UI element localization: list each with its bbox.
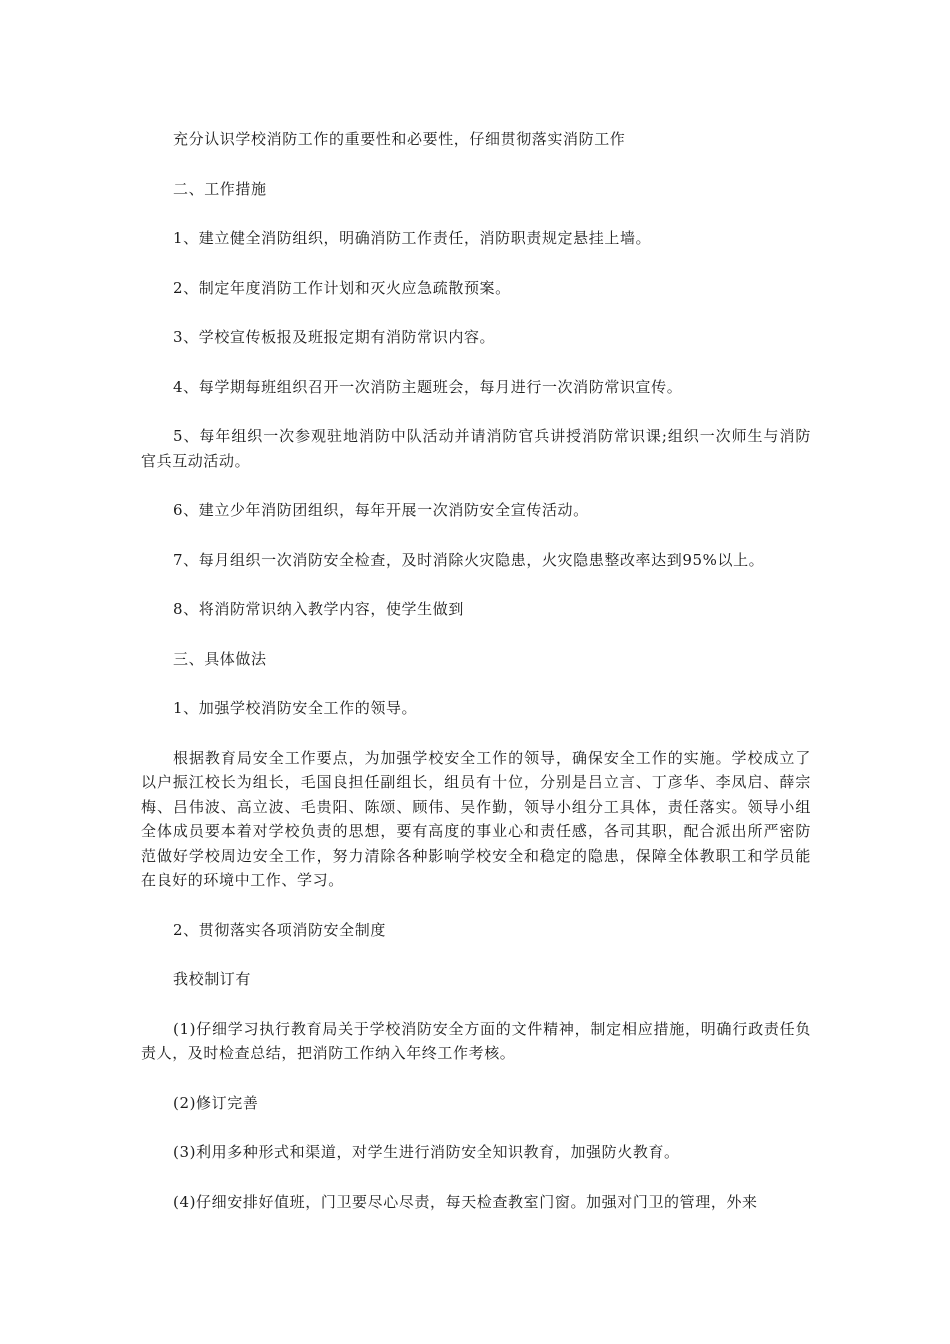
- list-item: (1)仔细学习执行教育局关于学校消防安全方面的文件精神，制定相应措施，明确行政责任负责人，及时检查总结，把消防工作纳入年终工作考核。: [141, 1019, 811, 1062]
- list-item: 4、每学期每班组织召开一次消防主题班会，每月进行一次消防常识宣传。: [173, 377, 683, 396]
- list-item: (3)利用多种形式和渠道，对学生进行消防安全知识教育，加强防火教育。: [173, 1143, 680, 1161]
- paragraph: 我校制订有: [173, 970, 252, 988]
- list-item: 7、每月组织一次消防安全检查，及时消除火灾隐患，火灾隐患整改率达到95%以上。: [173, 550, 765, 569]
- list-item: 1、建立健全消防组织，明确消防工作责任，消防职责规定悬挂上墙。: [173, 229, 652, 247]
- paragraph: 充分认识学校消防工作的重要性和必要性，仔细贯彻落实消防工作: [173, 130, 626, 148]
- document-body: [141, 120, 811, 1214]
- list-item: (4)仔细安排好值班，门卫要尽心尽责，每天检查教室门窗。加强对门卫的管理，外来: [173, 1192, 758, 1211]
- subsection-heading: 1、加强学校消防安全工作的领导。: [173, 699, 418, 717]
- section-heading: 三、具体做法: [173, 649, 267, 668]
- list-item: 8、将消防常识纳入教学内容，使学生做到: [173, 600, 464, 618]
- list-item: 5、每年组织一次参观驻地消防中队活动并请消防官兵讲授消防常识课;组织一次师生与消防官兵互动活动。: [141, 427, 811, 470]
- list-item: 2、制定年度消防工作计划和灭火应急疏散预案。: [173, 278, 511, 297]
- section-heading: 二、工作措施: [173, 179, 267, 198]
- list-item: 6、建立少年消防团组织，每年开展一次消防安全宣传活动。: [173, 501, 589, 519]
- list-item: (2)修订完善: [173, 1093, 259, 1112]
- paragraph: 根据教育局安全工作要点，为加强学校安全工作的领导，确保安全工作的实施。学校成立了以户振江校长为组长，毛国良担任副组长，组员有十位，分别是吕立言、丁彦华、李凤启、薛宗梅、吕伟波、高立波、毛贵阳、陈颂、顾伟、吴作勤，领导小组分工具体，责任落实。领导小组全体成员要本着对学校负责的思想，要有高度的事业心和责任感，各司其职，配合派出所严密防范做好学校周边安全工作，努力清除各种影响学校安全和稳定的隐患，保障全体教职工和学员能在良好的环境中工作、学习。: [141, 748, 811, 889]
- list-item: 3、学校宣传板报及班报定期有消防常识内容。: [173, 328, 496, 346]
- subsection-heading: 2、贯彻落实各项消防安全制度: [173, 920, 386, 939]
